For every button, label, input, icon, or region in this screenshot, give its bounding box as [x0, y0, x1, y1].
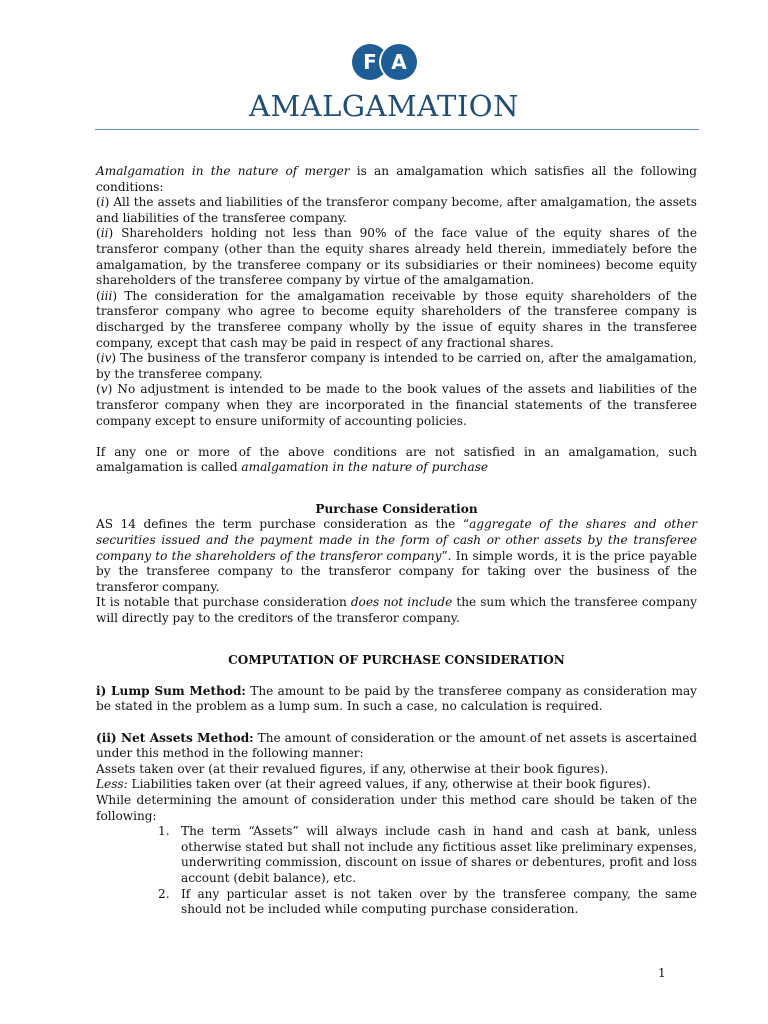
logo-letter-f: F — [352, 44, 388, 80]
list-item-number: 1. — [158, 824, 170, 839]
logo-letter-a: A — [381, 44, 417, 80]
purchase-note-paragraph — [96, 445, 697, 476]
purchase-consideration-heading: Purchase Consideration — [315, 501, 478, 516]
condition-text: The business of the transferor company is intended to be carried on, after the amalgamation, by the transferee company. — [96, 351, 697, 381]
purchase-consideration-definition — [96, 517, 697, 595]
intro-text: is an amalgamation which satisfies all the following conditions: — [96, 164, 698, 194]
considerations-list — [96, 824, 697, 918]
fa-logo — [352, 44, 418, 80]
condition-ii: (ii) Shareholders holding not less than 90% of the face value of the equity shares of the transferor company (other than the equity shares already held therein, immediately before the amalgamation, by the transferee company or its subsidiaries or their nominees) become equity shareholders of the transferee company by virtue of the amalgamation. — [96, 226, 698, 288]
definition-lead: AS 14 defines the term purchase consideration as the “ — [96, 517, 470, 532]
document-body — [96, 164, 697, 918]
less-text: Liabilities taken over (at their agreed values, if any, otherwise at their book figures). — [127, 777, 651, 792]
lump-sum-method — [96, 684, 697, 715]
condition-i: (i) All the assets and liabilities of the transferor company become, after amalgamation, the assets and liabilities of the transferee company. — [96, 195, 698, 225]
title-divider — [95, 129, 699, 130]
lump-sum-label: i) Lump Sum Method: — [96, 683, 246, 698]
net-assets-text: The amount of consideration or the amount of net assets is ascertained under this method in the following manner: — [96, 730, 698, 761]
definition-quote: aggregate of the shares and other securities issued and the payment made in the form of cash or other assets by the transferee company to the shareholders of the transferor company — [96, 517, 698, 563]
condition-num: iv — [100, 351, 112, 366]
list-item-number: 2. — [158, 886, 170, 901]
lump-sum-text: The amount to be paid by the transferee company as consideration may be stated in the problem as a lump sum. In such a case, no calculation is required. — [96, 683, 697, 714]
page-title: AMALGAMATION — [249, 89, 519, 123]
condition-iv: (iv) The business of the transferor company is intended to be carried on, after the amalgamation, by the transferee company. — [96, 351, 697, 381]
intro-term: Amalgamation in the nature of merger — [96, 164, 350, 178]
list-item — [96, 824, 697, 886]
less-line — [96, 777, 697, 793]
list-item-text: The term “Assets” will always include cash in hand and cash at bank, unless otherwise stated but shall not include any fictitious asset like preliminary expenses, underwriting commission, discount on issue of shares or debentures, profit and loss account (debit balance), etc. — [181, 824, 697, 885]
purchase-note-term: amalgamation in the nature of purchase — [241, 460, 489, 475]
condition-text: All the assets and liabilities of the transferor company become, after amalgamation, the assets and liabilities of the transferee company. — [96, 195, 698, 225]
net-assets-label: (ii) Net Assets Method: — [96, 730, 254, 745]
computation-heading: COMPUTATION OF PURCHASE CONSIDERATION — [228, 652, 565, 667]
note-emphasis: does not include — [350, 595, 453, 610]
condition-num: v — [100, 382, 108, 397]
less-label: Less: — [96, 777, 128, 792]
list-item — [96, 887, 697, 918]
note-lead: It is notable that purchase consideration — [96, 595, 351, 610]
condition-num: ii — [100, 226, 109, 241]
condition-text: The consideration for the amalgamation receivable by those equity shareholders of the transferor company who agree to become equity shareholders of the transferee company is discharged by the transferee company wholly by the issue of equity shares in the transferee company, except that cash may be paid in respect of any fractional shares. — [96, 288, 698, 350]
condition-num: iii — [100, 288, 113, 303]
condition-iii: (iii) The consideration for the amalgamation receivable by those equity shareholders of the transferor company who agree to become equity shareholders of the transferee company is discharged by the transferee company wholly by the issue of equity shares in the transferee company, except that cash may be paid in respect of any fractional shares. — [96, 288, 698, 350]
purchase-note-text: If any one or more of the above conditions are not satisfied in an amalgamation, such amalgamation is called — [96, 444, 697, 475]
intro-paragraph — [96, 164, 697, 195]
purchase-consideration-note — [96, 595, 697, 626]
definition-tail: ”. In simple words, it is the price payable by the transferee company to the transferor company for taking over the business of the transferor company. — [96, 548, 697, 594]
condition-v: (v) No adjustment is intended to be made to the book values of the assets and liabilities of the transferor company when they are incorporated in the financial statements of the transferee company except to ensure uniformity of accounting policies. — [96, 382, 698, 428]
condition-text: No adjustment is intended to be made to the book values of the assets and liabilities of the transferor company when they are incorporated in the financial statements of the transferee company except to ensure uniformity of accounting policies. — [96, 382, 698, 428]
condition-text: Shareholders holding not less than 90% of the face value of the equity shares of the transferor company (other than the equity shares already held therein, immediately before the amalgamation, by the transferee company or its subsidiaries or their nominees) become equity shareholders of the transferee company by virtue of the amalgamation. — [96, 226, 698, 288]
page-number: 1 — [658, 966, 666, 980]
net-assets-method — [96, 731, 697, 762]
assets-line: Assets taken over (at their revalued figures, if any, otherwise at their book figures). — [96, 761, 609, 776]
condition-num: i — [100, 195, 105, 210]
care-paragraph: While determining the amount of consideration under this method care should be taken of the following: — [96, 792, 697, 823]
list-item-text: If any particular asset is not taken over by the transferee company, the same should not be included while computing purchase consideration. — [181, 886, 697, 917]
note-tail: the sum which the transferee company will directly pay to the creditors of the transferor company. — [96, 595, 697, 626]
